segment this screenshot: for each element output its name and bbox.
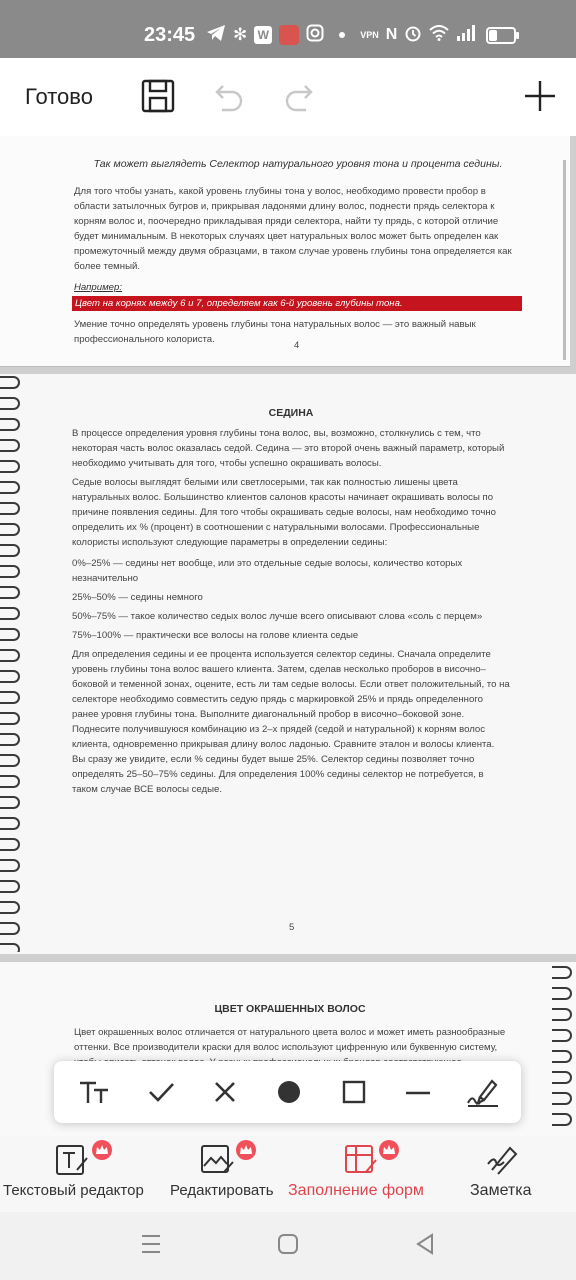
page4-paragraph-2: Умение точно определять уровень глубины тона натуральных волос — это важный навык профессионального колориста. [74,319,476,345]
filled-circle-icon[interactable] [270,1073,308,1111]
save-icon[interactable] [138,76,178,116]
page-number: 4 [294,340,300,351]
add-icon[interactable] [520,76,560,116]
premium-crown-icon [92,1140,112,1160]
tab-edit[interactable] [144,1136,288,1212]
signature-pen-icon[interactable] [464,1073,502,1111]
system-nav-bar [0,1212,576,1280]
document-page-5 [0,374,576,954]
dot-icon [339,32,345,38]
home-icon[interactable] [276,1232,300,1261]
top-toolbar [0,58,576,137]
tab-label: Редактировать [170,1182,274,1199]
tab-label: Заполнение форм [288,1182,424,1199]
instagram-icon [306,24,324,46]
premium-crown-icon [236,1140,256,1160]
text-size-icon[interactable] [76,1073,114,1111]
vpn-icon: VPN [360,30,379,40]
page5-paragraph-2: Седые волосы выглядят белыми или светлосерыми, так как полностью лишены цвета натуральных волос. Большинство клиентов салонов красоты начинает окрашивать волосы по причине появления седины. Для того чтобы окрашивать седые волосы, нам необходимо точно определить их % (процент) в соотношении с натуральными волосами. Профессиональные колористы используют следующие параметры в определении седины: [72,477,497,548]
edit-image-icon [200,1142,234,1176]
page-number: 5 [289,922,295,933]
list-item: 50%–75% — такое количество седых волос лучше всего описывают слова «соль с перцем» [72,611,483,622]
status-time: 23:45 [144,24,196,46]
page4-caption: Так может выглядеть Селектор натурального уровня тона и процента седины. [93,158,503,170]
bottom-tab-bar [0,1136,576,1212]
tab-label: Текстовый редактор [3,1182,144,1199]
alarm-icon [404,24,422,46]
done-button[interactable]: Готово [25,84,93,109]
document-viewport[interactable] [0,136,576,1136]
list-item: 75%–100% — практически все волосы на голове клиента седые [72,630,359,641]
example-label: Например: [74,282,123,293]
tab-fill-forms[interactable] [288,1136,448,1212]
note-icon [486,1142,520,1176]
example-highlight: Цвет на корнях между 6 и 7, определяем как 6-й уровень глубины тона. [72,296,522,311]
form-fill-toolbar [54,1061,521,1123]
back-icon[interactable] [414,1232,436,1261]
settings-icon: ✻ [233,25,248,44]
checkmark-icon[interactable] [142,1073,180,1111]
spiral-binding [552,966,574,1134]
w-icon: W [254,26,272,44]
game-icon [279,25,299,45]
n-icon: N [385,26,398,43]
cross-icon[interactable] [206,1073,244,1111]
wifi-icon [429,25,449,45]
page5-paragraph-1: В процессе определения уровня глубины тона волос, вы, возможно, столкнулись с тем, что некоторая часть волос оказалась седой. Седина — это второй очень важный параметр, который необходимо учитывать для того, чтобы успешно окрашивать волосы. [72,428,505,469]
document-page-4 [0,136,570,367]
tab-note[interactable] [448,1136,576,1212]
text-editor-icon [55,1142,89,1176]
fill-forms-icon [344,1142,378,1176]
page5-paragraph-3: Для определения седины и ее процента используется селектор седины. Сначала определите уровень глубины тона волос вашего клиента. Затем, сделав несколько проборов в височно–боковой и теменной зонах, оцените, есть ли там седые волосы. Если ответ положительный, то на селекторе необходимо совместить седую прядь с маркировкой 25% и прядь определенного ранее уровня глубины тона. Выполните диагональный пробор в височно–боковой зоне. Поднесите получившуюся комбинацию из 2–х прядей (седой и натуральной) к корням волос клиента, одновременно прикрывая длину волос ладонью. Сравните эталон и волосы клиента. Вы сразу же увидите, если % седины будет выше 25%. Селектор седины позволяет точно определять 25–50–75% седины. Для определения 100% седины селектор не потребуется, в таком случае ВСЕ волосы седые. [72,649,510,795]
section-heading: СЕДИНА [268,407,314,419]
page5-text [72,406,510,801]
status-icons [206,24,516,46]
list-item: 25%–50% — седины немного [72,592,203,603]
menu-icon[interactable] [140,1232,162,1261]
tab-text-editor[interactable] [0,1136,144,1212]
signal-icon [456,25,476,45]
spiral-binding [0,376,22,952]
redo-icon[interactable] [280,76,320,116]
tab-label: Заметка [470,1182,532,1199]
telegram-icon [206,24,226,46]
status-bar [0,0,576,58]
page4-text [74,184,522,351]
undo-icon[interactable] [208,76,248,116]
square-icon[interactable] [335,1073,373,1111]
battery-icon [486,27,516,44]
list-item: 0%–25% — седины нет вообще, или это отдельные седые волосы, количество которых незначительно [72,558,463,584]
page6-paragraph: Цвет окрашенных волос отличается от натурального цвета волос и может иметь разнообразные оттенки. Все производители краски для волос используют цифренную или буквенную систему, [74,1027,506,1053]
section-heading: ЦВЕТ ОКРАШЕННЫХ ВОЛОС [214,1003,366,1015]
hair-sample-image [280,136,360,144]
page-edge [563,160,566,360]
page4-paragraph: Для того чтобы узнать, какой уровень глубины тона у волос, необходимо провести пробор в области затылочных бугров и, прикрывая ладонями длину волос, поднести прядь селектора к корням волос и, поочередно прикладывая пряди селектора, найти ту прядь, с которой отличие будет минимальным. В некоторых случаях цвет натуральных волос может быть определен как промежуточный между двумя образцами, в таком случае уровень глубины тона определяется как более темный. [74,186,512,272]
premium-crown-icon [379,1140,399,1160]
line-icon[interactable] [399,1073,437,1111]
